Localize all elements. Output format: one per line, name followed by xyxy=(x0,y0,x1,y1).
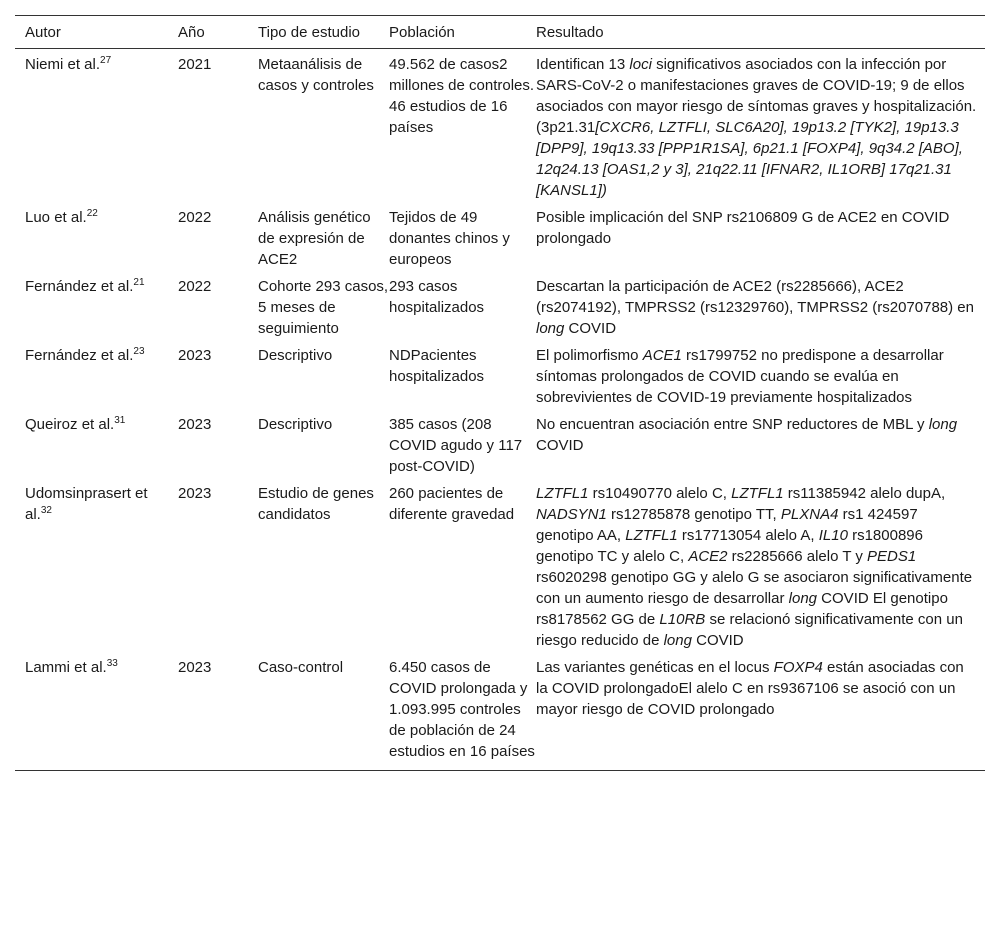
cell-author xyxy=(15,409,178,478)
cell-population: Tejidos de 49 donantes chinos y europeos xyxy=(389,209,510,268)
table-row xyxy=(15,409,985,478)
cell-author xyxy=(15,202,178,271)
cell-study-type: Análisis genético de expresión de ACE2 xyxy=(258,209,371,268)
cell-study-type: Cohorte 293 casos, 5 meses de seguimiento xyxy=(258,278,389,337)
result-text: rs2285666 alelo T y xyxy=(727,548,868,565)
result-italic-text: FOXP4 xyxy=(773,659,823,676)
result-text: rs1799752 no predispone a desarrollar síntomas prolongados de COVID cuando se evalúa en sobrevivientes de COVID-19 previamente hospitalizados xyxy=(536,347,944,406)
cell-year: 2021 xyxy=(178,56,212,73)
result-text: El polimorfismo xyxy=(536,347,643,364)
result-text: No encuentran asociación entre SNP reductores de MBL y xyxy=(536,416,929,433)
cell-year: 2023 xyxy=(178,347,212,364)
reference-number: 32 xyxy=(40,505,52,516)
reference-number: 31 xyxy=(114,415,126,426)
author-name: Niemi et al. xyxy=(25,56,101,73)
header-anio: Año xyxy=(178,16,258,49)
result-italic-text: PEDS1 xyxy=(867,548,917,565)
result-italic-text: long xyxy=(663,632,692,649)
table-row xyxy=(15,49,985,203)
cell-author xyxy=(15,49,178,203)
genetics-studies-table xyxy=(15,15,985,771)
result-text: rs11385942 alelo dupA, xyxy=(783,485,946,502)
header-autor: Autor xyxy=(15,16,178,49)
author-name: Fernández et al. xyxy=(25,278,134,295)
result-text: significativos asociados con la infección por SARS-CoV-2 o manifestaciones graves de COVID-19; 9 de ellos asociados con mayor riesgo de síntomas graves y hospitalización. (3p21.31 xyxy=(536,56,977,136)
result-text: rs17713054 alelo A, xyxy=(677,527,819,544)
result-italic-text: loci xyxy=(629,56,652,73)
result-text: se relacionó significativamente con un riesgo reducido de xyxy=(536,611,963,649)
result-text: están asociadas con la COVID prolongadoEl alelo C en rs9367106 se asoció con un mayor riesgo de COVID prolongado xyxy=(536,659,964,718)
cell-population: NDPacientes hospitalizados xyxy=(389,347,485,385)
table-body xyxy=(15,49,985,771)
header-poblacion: Población xyxy=(389,16,536,49)
reference-number: 27 xyxy=(100,55,112,66)
cell-result xyxy=(536,340,985,409)
cell-population: 6.450 casos de COVID prolongada y 1.093.995 controles de población de 24 estudios en 16 países xyxy=(389,652,536,771)
cell-population: 49.562 de casos2 millones de controles. 46 estudios de 16 países xyxy=(389,56,535,136)
result-italic-text: long xyxy=(536,320,565,337)
result-text: rs1 424597 genotipo AA, xyxy=(536,506,918,544)
result-italic-text: LZTFL1 xyxy=(625,527,678,544)
table-row xyxy=(15,202,985,271)
result-italic-text: [CXCR6, LZTFLI, SLC6A20], 19p13.2 [TYK2], 19p13.3 [DPP9], 19q13.33 [PPP1R1SA], 6p21.1 [FOXP4], 9q34.2 [ABO], 12q24.13 [OAS1,2 y 3], 21q22.11 [IFNAR2, IL1ORB] 17q21.31 [KANSL1]) xyxy=(536,119,963,199)
cell-author xyxy=(15,271,178,340)
cell-year: 2023 xyxy=(178,652,258,771)
result-text: COVID El genotipo rs8178562 GG de xyxy=(536,590,948,628)
reference-number: 33 xyxy=(106,658,118,669)
header-tipo-estudio: Tipo de estudio xyxy=(258,16,389,49)
author-name: Luo et al. xyxy=(25,209,87,226)
cell-result xyxy=(536,652,985,771)
cell-year: 2023 xyxy=(178,485,212,502)
result-italic-text: LZTFL1 xyxy=(536,485,589,502)
reference-number: 23 xyxy=(133,346,145,357)
cell-result xyxy=(536,202,985,271)
cell-study-type: Descriptivo xyxy=(258,347,333,364)
reference-number: 21 xyxy=(133,277,145,288)
result-text: Identifican 13 xyxy=(536,56,630,73)
table-row xyxy=(15,652,985,771)
result-text: rs10490770 alelo C, xyxy=(588,485,732,502)
result-text: COVID xyxy=(564,320,617,337)
result-text: Posible implicación del SNP rs2106809 G de ACE2 en COVID prolongado xyxy=(536,209,950,247)
result-italic-text: L10RB xyxy=(659,611,706,628)
cell-population: 293 casos hospitalizados xyxy=(389,278,485,316)
result-italic-text: ACE2 xyxy=(688,548,728,565)
cell-author xyxy=(15,340,178,409)
table-row xyxy=(15,271,985,340)
author-name: Udomsinprasert et al. xyxy=(25,485,148,523)
result-italic-text: LZTFL1 xyxy=(731,485,784,502)
cell-study-type: Metaanálisis de casos y controles xyxy=(258,56,374,94)
cell-year: 2022 xyxy=(178,278,212,295)
result-text: rs6020298 genotipo GG y alelo G se asociaron significativamente con un aumento riesgo de desarrollar xyxy=(536,569,973,607)
cell-result xyxy=(536,49,985,203)
cell-study-type: Estudio de genes candidatos xyxy=(258,485,374,523)
result-text: COVID xyxy=(536,437,584,454)
cell-result xyxy=(536,271,985,340)
author-name: Lammi et al. xyxy=(25,659,107,676)
reference-number: 22 xyxy=(86,208,98,219)
table-row xyxy=(15,340,985,409)
header-row xyxy=(15,16,985,49)
cell-population: 385 casos (208 COVID agudo y 117 post-COVID) xyxy=(389,416,523,475)
author-name: Queiroz et al. xyxy=(25,416,115,433)
author-name: Fernández et al. xyxy=(25,347,134,364)
table-header xyxy=(15,16,985,49)
cell-result xyxy=(536,478,985,652)
cell-author xyxy=(15,478,178,652)
cell-study-type: Caso-control xyxy=(258,652,389,771)
cell-year: 2023 xyxy=(178,416,212,433)
result-text: rs1800896 genotipo TC y alelo C, xyxy=(536,527,923,565)
result-text: rs12785878 genotipo TT, xyxy=(606,506,781,523)
result-text: Descartan la participación de ACE2 (rs2285666), ACE2 (rs2074192), TMPRSS2 (rs12329760), TMPRSS2 (rs2070788) en xyxy=(536,278,974,316)
result-italic-text: IL10 xyxy=(818,527,848,544)
cell-year: 2022 xyxy=(178,209,212,226)
cell-population: 260 pacientes de diferente gravedad xyxy=(389,485,515,523)
table-row xyxy=(15,478,985,652)
result-italic-text: NADSYN1 xyxy=(536,506,607,523)
header-resultado: Resultado xyxy=(536,16,985,49)
result-italic-text: PLXNA4 xyxy=(780,506,839,523)
result-italic-text: long xyxy=(788,590,818,607)
result-italic-text: ACE1 xyxy=(642,347,682,364)
result-text: COVID xyxy=(691,632,744,649)
cell-author xyxy=(15,652,178,771)
result-text: Las variantes genéticas en el locus xyxy=(536,659,774,676)
cell-result xyxy=(536,409,985,478)
result-italic-text: long xyxy=(928,416,958,433)
cell-study-type: Descriptivo xyxy=(258,416,333,433)
